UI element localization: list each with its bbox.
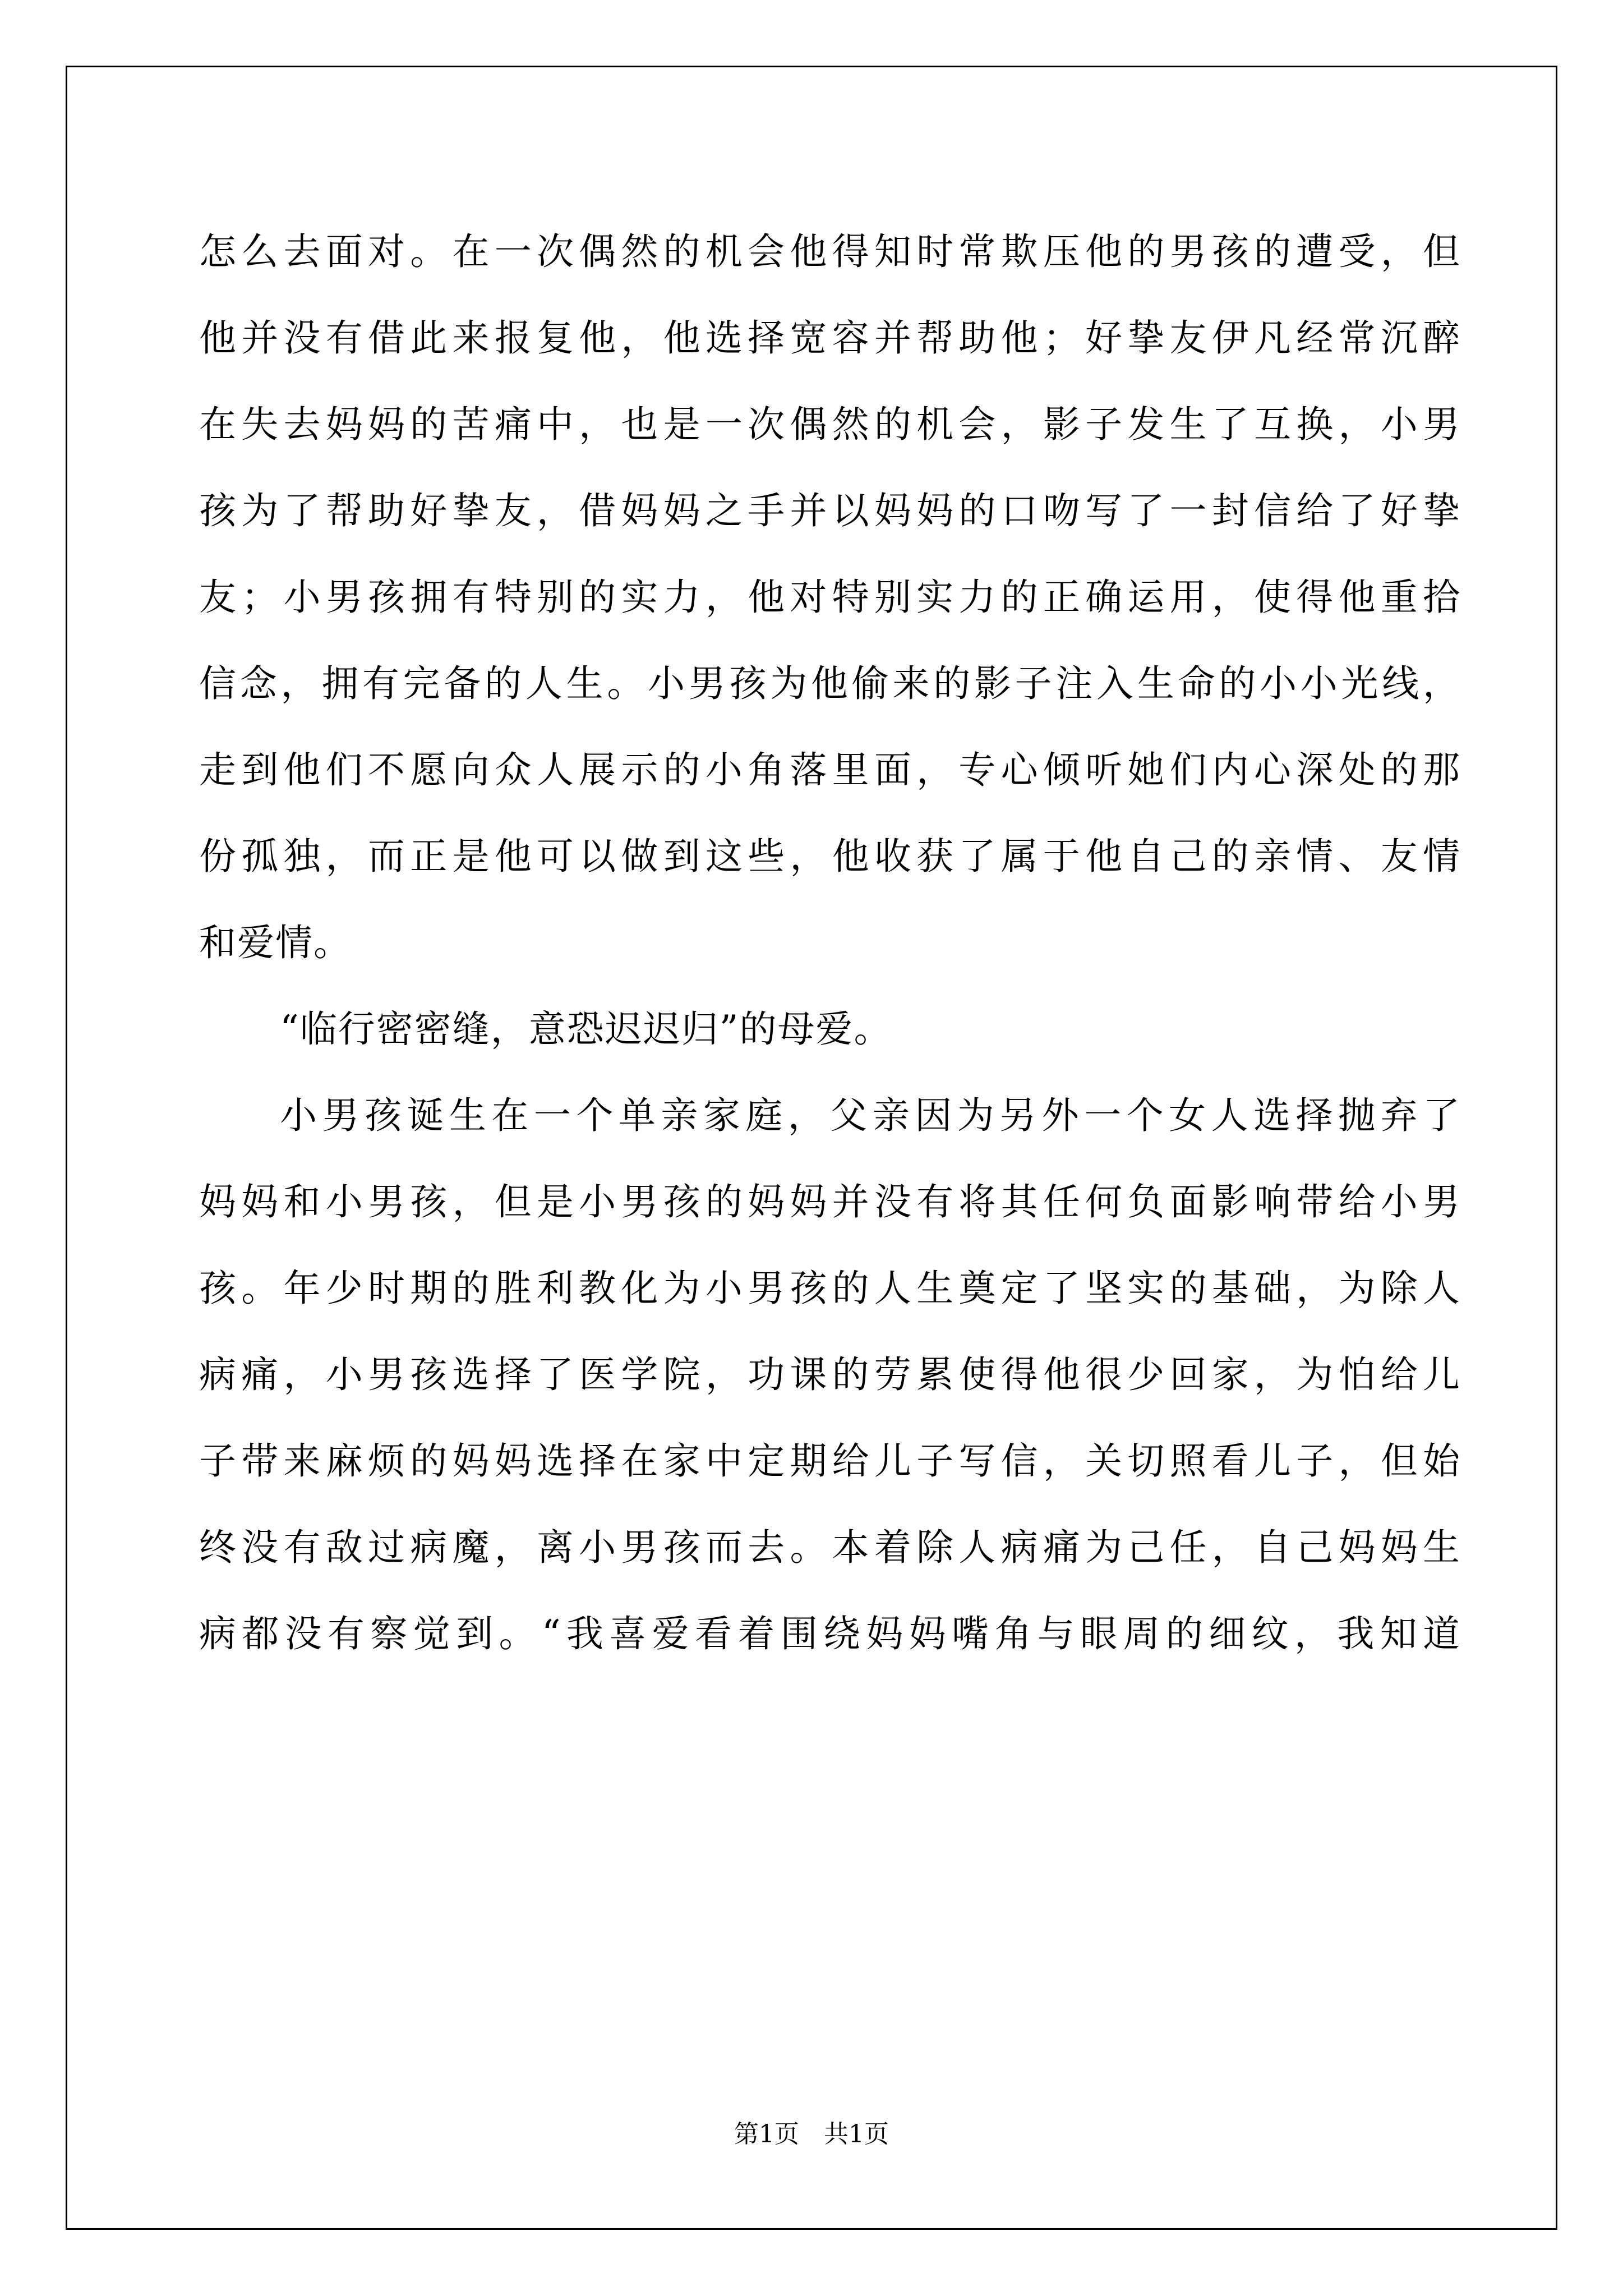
text-line: 孩为了帮助好挚友，借妈妈之手并以妈妈的口吻写了一封信给了好挚 <box>199 489 1461 532</box>
text-line: 病都没有察觉到。“我喜爱看着围绕妈妈嘴角与眼周的细纹，我知道 <box>199 1612 1461 1655</box>
text-line: 信念，拥有完备的人生。小男孩为他偷来的影子注入生命的小小光线， <box>199 662 1461 705</box>
text-line: 小男孩诞生在一个单亲家庭，父亲因为另外一个女人选择抛弃了 <box>280 1094 1461 1137</box>
text-line: 在失去妈妈的苦痛中，也是一次偶然的机会，影子发生了互换，小男 <box>199 403 1461 446</box>
text-line: “临行密密缝，意恐迟迟归”的母爱。 <box>280 1007 892 1051</box>
text-line: 他并没有借此来报复他，他选择宽容并帮助他；好挚友伊凡经常沉醉 <box>199 316 1461 360</box>
text-line: 走到他们不愿向众人展示的小角落里面，专心倾听她们内心深处的那 <box>199 748 1461 792</box>
text-line: 份孤独，而正是他可以做到这些，他收获了属于他自己的亲情、友情 <box>199 835 1461 878</box>
text-line: 终没有敌过病魔，离小男孩而去。本着除人病痛为己任，自己妈妈生 <box>199 1526 1461 1569</box>
text-line: 子带来麻烦的妈妈选择在家中定期给儿子写信，关切照看儿子，但始 <box>199 1439 1461 1483</box>
document-body <box>199 209 1461 1677</box>
text-line: 孩。年少时期的胜利教化为小男孩的人生奠定了坚实的基础，为除人 <box>199 1267 1461 1310</box>
text-line: 病痛，小男孩选择了医学院，功课的劳累使得他很少回家，为怕给儿 <box>199 1353 1461 1396</box>
page-footer: 第1页 共1页 <box>734 2120 889 2148</box>
text-line: 妈妈和小男孩，但是小男孩的妈妈并没有将其任何负面影响带给小男 <box>199 1180 1461 1223</box>
text-line: 怎么去面对。在一次偶然的机会他得知时常欺压他的男孩的遭受，但 <box>199 230 1461 273</box>
text-line: 友；小男孩拥有特别的实力，他对特别实力的正确运用，使得他重拾 <box>199 576 1461 619</box>
text-line: 和爱情。 <box>199 921 352 964</box>
